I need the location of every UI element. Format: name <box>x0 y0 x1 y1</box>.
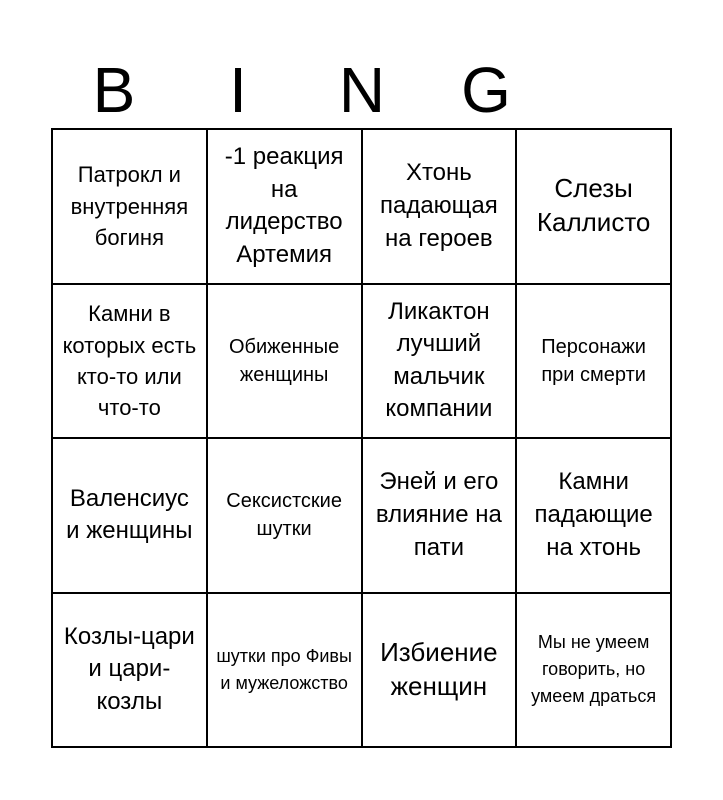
bingo-cell-r1c1[interactable]: Патрокл и внутренняя богиня <box>53 130 208 285</box>
bingo-cell-r4c2[interactable]: шутки про Фивы и мужеложство <box>208 594 363 749</box>
bingo-cell-r1c3[interactable]: Хтонь падающая на героев <box>363 130 518 285</box>
bingo-cell-r2c1[interactable]: Камни в которых есть кто-то или что-то <box>53 285 208 440</box>
header-letter-i: I <box>229 54 247 126</box>
header-letter-b: B <box>92 54 136 126</box>
bingo-cell-r2c4[interactable]: Персонажи при смерти <box>517 285 672 440</box>
bingo-cell-r4c4[interactable]: Мы не умеем говорить, но умеем драться <box>517 594 672 749</box>
bingo-cell-r3c3[interactable]: Эней и его влияние на пати <box>363 439 518 594</box>
bingo-cell-r3c2[interactable]: Сексистские шутки <box>208 439 363 594</box>
bingo-cell-r4c3[interactable]: Избиение женщин <box>363 594 518 749</box>
bingo-cell-r1c2[interactable]: -1 реакция на лидерство Артемия <box>208 130 363 285</box>
bingo-cell-r4c1[interactable]: Козлы-цари и цари-козлы <box>53 594 208 749</box>
bingo-cell-r3c1[interactable]: Валенсиус и женщины <box>53 439 208 594</box>
bingo-header <box>52 52 672 128</box>
bingo-cell-r2c3[interactable]: Ликактон лучший мальчик компании <box>363 285 518 440</box>
header-letter-g: G <box>461 54 511 126</box>
bingo-board <box>51 128 672 748</box>
bingo-cell-r2c2[interactable]: Обиженные женщины <box>208 285 363 440</box>
bingo-cell-r3c4[interactable]: Камни падающие на хтонь <box>517 439 672 594</box>
header-letter-n: N <box>338 54 386 126</box>
bingo-cell-r1c4[interactable]: Слезы Каллисто <box>517 130 672 285</box>
